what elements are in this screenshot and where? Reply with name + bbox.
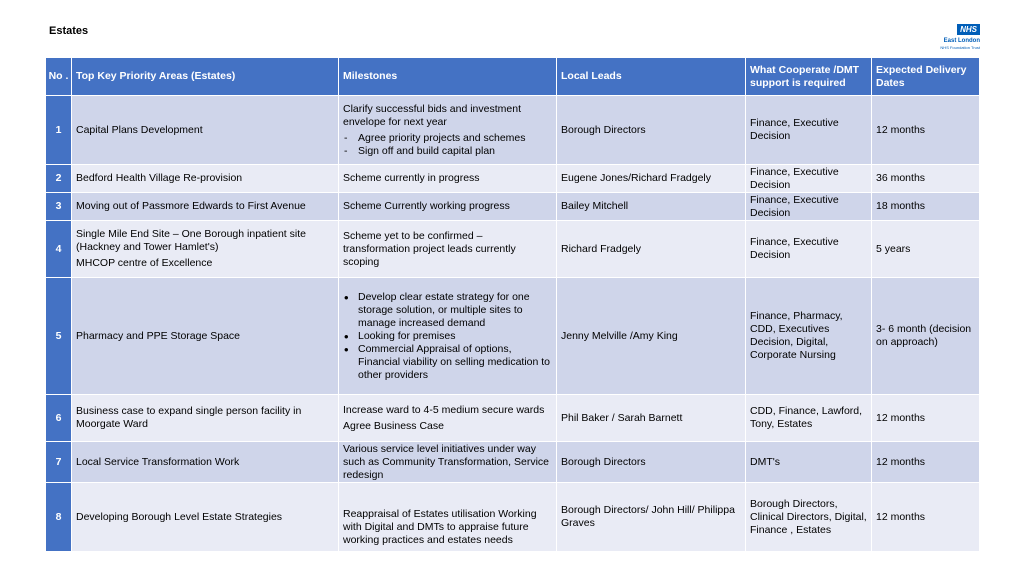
row-number: 8 xyxy=(46,483,72,552)
header-dates: Expected Delivery Dates xyxy=(872,58,980,96)
leads-cell: Borough Directors xyxy=(557,442,746,483)
leads-cell: Eugene Jones/Richard Fradgely xyxy=(557,165,746,193)
milestones-cell xyxy=(339,395,557,442)
priority-cell: Developing Borough Level Estate Strategies xyxy=(72,483,339,552)
row-number: 2 xyxy=(46,165,72,193)
leads-cell: Richard Fradgely xyxy=(557,221,746,278)
table-row xyxy=(46,96,980,165)
row-number: 3 xyxy=(46,193,72,221)
priority-cell: Moving out of Passmore Edwards to First Avenue xyxy=(72,193,339,221)
milestones-extra-text: Agree Business Case xyxy=(343,419,444,432)
milestones-list xyxy=(343,291,552,382)
dates-cell: 3- 6 month (decision on approach) xyxy=(872,278,980,395)
dates-cell: 36 months xyxy=(872,165,980,193)
leads-cell: Phil Baker / Sarah Barnett xyxy=(557,395,746,442)
list-item: • Looking for premises xyxy=(358,330,552,343)
table-row xyxy=(46,165,980,193)
table-row xyxy=(46,278,980,395)
page-title: Estates xyxy=(49,25,89,37)
dates-cell: 12 months xyxy=(872,96,980,165)
nhs-logo xyxy=(928,19,980,50)
milestones-list xyxy=(343,132,552,158)
list-item: • Commercial Appraisal of options, Financial viability on selling medication to other providers xyxy=(358,343,552,382)
support-cell: Finance, Executive Decision xyxy=(746,165,872,193)
priority-cell: Local Service Transformation Work xyxy=(72,442,339,483)
list-item: - Sign off and build capital plan xyxy=(358,145,552,158)
support-cell: Finance, Executive Decision xyxy=(746,193,872,221)
header-priority: Top Key Priority Areas (Estates) xyxy=(72,58,339,96)
dates-cell: 5 years xyxy=(872,221,980,278)
logo-sub: NHS Foundation Trust xyxy=(940,45,980,50)
dates-cell: 12 months xyxy=(872,442,980,483)
support-cell: Borough Directors, Clinical Directors, Digital, Finance , Estates xyxy=(746,483,872,552)
table-row xyxy=(46,193,980,221)
dates-cell: 12 months xyxy=(872,395,980,442)
support-cell: DMT's xyxy=(746,442,872,483)
priority-table xyxy=(45,57,980,552)
row-number: 1 xyxy=(46,96,72,165)
table-row xyxy=(46,442,980,483)
milestones-cell xyxy=(339,278,557,395)
leads-cell: Bailey Mitchell xyxy=(557,193,746,221)
priority-cell: Bedford Health Village Re-provision xyxy=(72,165,339,193)
priority-cell: Business case to expand single person facility in Moorgate Ward xyxy=(72,395,339,442)
priority-cell: Capital Plans Development xyxy=(72,96,339,165)
priority-text: Single Mile End Site – One Borough inpatient site (Hackney and Tower Hamlet's) xyxy=(76,228,306,253)
leads-cell: Borough Directors xyxy=(557,96,746,165)
support-cell: Finance, Executive Decision xyxy=(746,96,872,165)
leads-cell: Borough Directors/ John Hill/ Philippa Graves xyxy=(557,483,746,552)
milestones-cell: Scheme yet to be confirmed – transformation project leads currently scoping xyxy=(339,221,557,278)
logo-org: East London xyxy=(943,38,980,44)
header-milestones: Milestones xyxy=(339,58,557,96)
header-row xyxy=(46,58,980,96)
support-cell: Finance, Pharmacy, CDD, Executives Decision, Digital, Corporate Nursing xyxy=(746,278,872,395)
table-row xyxy=(46,221,980,278)
header-no: No . xyxy=(46,58,72,96)
milestones-text: Increase ward to 4-5 medium secure wards xyxy=(343,403,545,416)
header-support: What Cooperate /DMT support is required xyxy=(746,58,872,96)
milestones-text: Clarify successful bids and investment envelope for next year xyxy=(343,102,521,128)
list-item: • Develop clear estate strategy for one storage solution, or multiple sites to manage increased demand xyxy=(358,291,552,330)
milestones-cell: Various service level initiatives under way such as Community Transformation, Service redesign xyxy=(339,442,557,483)
milestones-cell: Reappraisal of Estates utilisation Working with Digital and DMTs to appraise future working practices and estates needs xyxy=(339,483,557,552)
support-cell: CDD, Finance, Lawford, Tony, Estates xyxy=(746,395,872,442)
milestones-cell xyxy=(339,96,557,165)
header-leads: Local Leads xyxy=(557,58,746,96)
row-number: 6 xyxy=(46,395,72,442)
priority-cell xyxy=(72,221,339,278)
milestones-cell: Scheme Currently working progress xyxy=(339,193,557,221)
leads-cell: Jenny Melville /Amy King xyxy=(557,278,746,395)
dates-cell: 18 months xyxy=(872,193,980,221)
row-number: 4 xyxy=(46,221,72,278)
row-number: 7 xyxy=(46,442,72,483)
dates-cell: 12 months xyxy=(872,483,980,552)
table-row xyxy=(46,395,980,442)
list-item: - Agree priority projects and schemes xyxy=(358,132,552,145)
milestones-cell: Scheme currently in progress xyxy=(339,165,557,193)
nhs-badge: NHS xyxy=(957,24,980,35)
priority-extra-text: MHCOP centre of Excellence xyxy=(76,257,213,269)
table-row xyxy=(46,483,980,552)
row-number: 5 xyxy=(46,278,72,395)
support-cell: Finance, Executive Decision xyxy=(746,221,872,278)
priority-cell: Pharmacy and PPE Storage Space xyxy=(72,278,339,395)
